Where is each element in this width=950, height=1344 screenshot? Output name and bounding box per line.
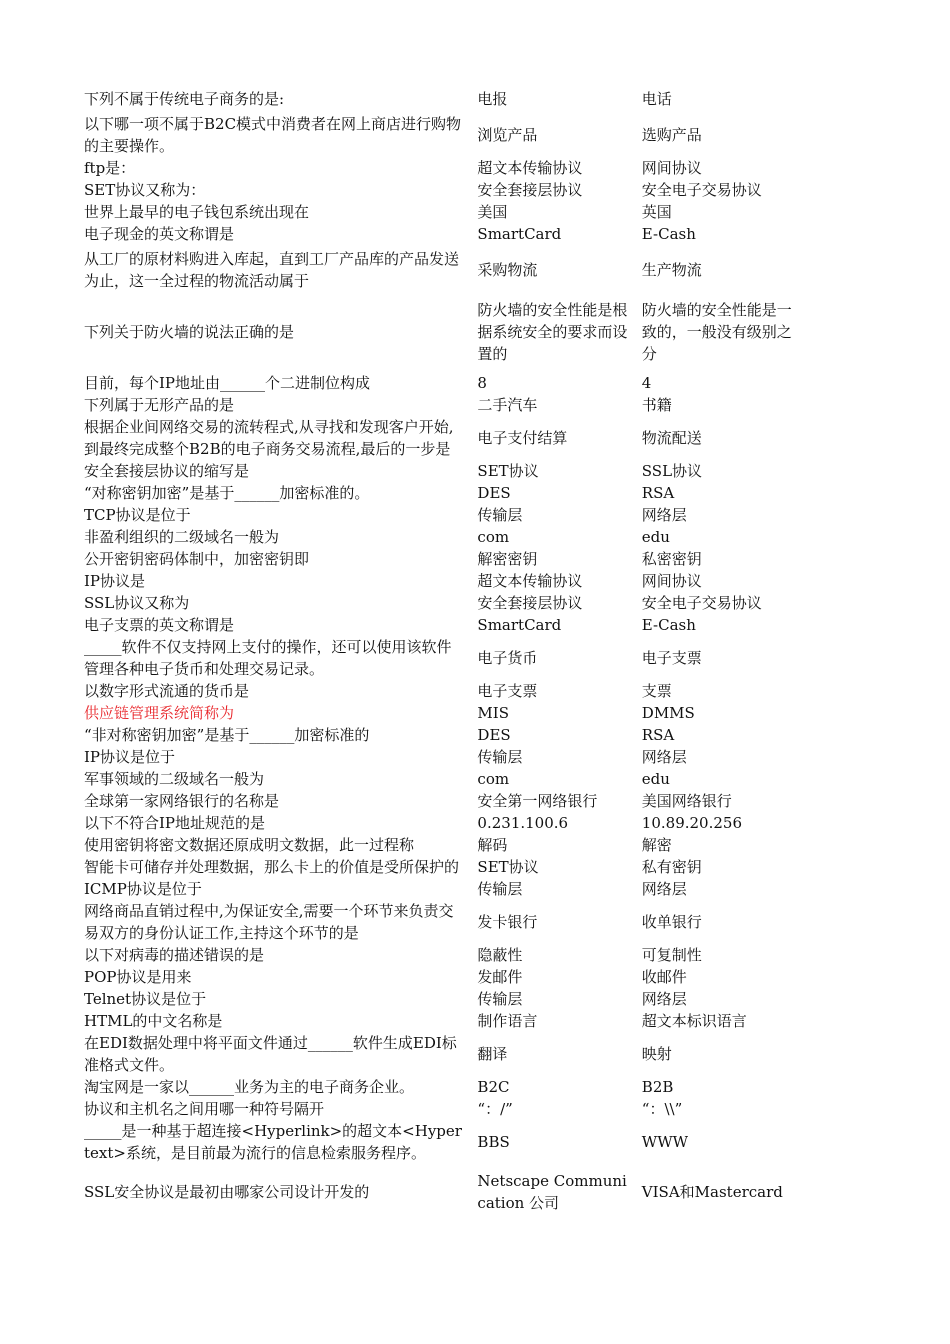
question-table [84,88,804,1214]
question-text: SET协议又称为： [84,181,206,199]
option-b: E-Cash [641,225,696,243]
option-a: 解码 [477,836,508,854]
question-text: 以下哪一项不属于B2C模式中消费者在网上商店进行购物的主要操作。 [84,115,462,155]
question-text: 网络商品直销过程中,为保证安全,需要一个环节来负责交易双方的身份认证工作,主持这个环节的是 [84,902,454,942]
option-b: 美国网络银行 [641,792,732,810]
question-text: ICMP协议是位于 [84,880,202,898]
question-row [84,394,804,416]
option-b: 书籍 [641,396,672,414]
option-a: 8 [477,374,487,392]
question-row [84,548,804,570]
option-a: 电子支付结算 [477,429,568,447]
question-row [84,1170,804,1214]
option-a: BBS [477,1133,510,1151]
option-b: VISA和Mastercard [641,1183,783,1201]
question-row [84,988,804,1010]
question-row [84,248,804,292]
question-text: 公开密钥密码体制中，加密密钥即 [84,550,310,568]
question-text: 以下对病毒的描述错误的是 [84,946,265,964]
option-b: 私有密钥 [641,858,702,876]
option-a: 隐蔽性 [477,946,523,964]
option-b: 收邮件 [641,968,687,986]
option-b: 防火墙的安全性能是一致的，一般没有级别之分 [641,301,792,363]
question-text: 协议和主机名之间用哪一种符号隔开 [84,1100,325,1118]
option-a: 二手汽车 [477,396,538,414]
option-b: WWW [641,1133,689,1151]
option-b: B2B [641,1078,674,1096]
option-b: edu [641,528,670,546]
question-row [84,1076,804,1098]
option-a: SET协议 [477,858,539,876]
question-row [84,702,804,724]
question-text: 根据企业间网络交易的流转程式,从寻找和发现客户开始,到最终完成整个B2B的电子商务交易流程,最后的一步是 [84,418,454,458]
option-b: 网络层 [641,880,687,898]
option-b: 网间协议 [641,572,702,590]
option-a: 电子支票 [477,682,538,700]
question-row [84,900,804,944]
question-text: “非对称密钥加密”是基于______加密标准的 [84,726,370,744]
option-a: SET协议 [477,462,539,480]
question-row [84,944,804,966]
question-text: _____是一种基于超连接<Hyperlink>的超文本<Hypertext>系统，是目前最为流行的信息检索服务程序。 [84,1122,462,1162]
option-a: 制作语言 [477,1012,538,1030]
question-row [84,724,804,746]
question-text: 下列属于无形产品的是 [84,396,235,414]
question-text: 电子现金的英文称谓是 [84,225,235,243]
question-row [84,179,804,201]
question-row [84,157,804,179]
option-b: 安全电子交易协议 [641,594,762,612]
option-a: 超文本传输协议 [477,159,583,177]
option-a: 传输层 [477,880,523,898]
option-b: 网络层 [641,506,687,524]
question-text: 军事领域的二级域名一般为 [84,770,265,788]
option-a: SmartCard [477,616,562,634]
option-b: 收单银行 [641,913,702,931]
option-b: 超文本标识语言 [641,1012,747,1030]
option-b: 支票 [641,682,672,700]
option-b: SSL协议 [641,462,703,480]
option-a: 解密密钥 [477,550,538,568]
question-row [84,592,804,614]
question-text: 下列不属于传统电子商务的是: [84,90,285,108]
option-a: DES [477,726,511,744]
question-text: Telnet协议是位于 [84,990,207,1008]
option-b: 生产物流 [641,261,702,279]
question-row [84,460,804,482]
option-a: 防火墙的安全性能是根据系统安全的要求而设置的 [477,301,628,363]
question-text: TCP协议是位于 [84,506,191,524]
option-b: 电话 [641,90,672,108]
question-text: SSL协议又称为 [84,594,190,612]
question-text: 安全套接层协议的缩写是 [84,462,250,480]
question-row [84,746,804,768]
question-text: 以数字形式流通的货币是 [84,682,250,700]
option-a: com [477,528,510,546]
option-b: 电子支票 [641,649,702,667]
option-b: edu [641,770,670,788]
option-b: 映射 [641,1045,672,1063]
option-a: com [477,770,510,788]
option-b: 安全电子交易协议 [641,181,762,199]
option-a: SmartCard [477,225,562,243]
question-text: ftp是： [84,159,136,177]
option-b: RSA [641,726,675,744]
option-b: 可复制性 [641,946,702,964]
question-text: _____软件不仅支持网上支付的操作，还可以使用该软件管理各种电子货币和处理交易记录。 [84,638,452,678]
option-b: 10.89.20.256 [641,814,742,832]
option-b: RSA [641,484,675,502]
option-a: Netscape Communication 公司 [477,1172,627,1212]
question-text: IP协议是 [84,572,146,590]
question-row [84,88,804,110]
option-b: E-Cash [641,616,696,634]
option-a: 浏览产品 [477,126,538,144]
question-text: 全球第一家网络银行的名称是 [84,792,280,810]
question-row [84,416,804,460]
option-b: 选购产品 [641,126,702,144]
option-a: 传输层 [477,506,523,524]
option-a: 超文本传输协议 [477,572,583,590]
question-row [84,878,804,900]
option-b: 英国 [641,203,672,221]
option-a: 电报 [477,90,508,108]
option-b: “：\\” [641,1100,683,1118]
question-text: 目前，每个IP地址由______个二进制位构成 [84,374,371,392]
question-text: HTML的中文名称是 [84,1012,223,1030]
question-row [84,223,804,245]
question-text: 使用密钥将密文数据还原成明文数据，此一过程称 [84,836,415,854]
option-a: 安全套接层协议 [477,181,583,199]
question-row [84,504,804,526]
question-text: IP协议是位于 [84,748,176,766]
option-a: 发卡银行 [477,913,538,931]
question-row [84,768,804,790]
question-row [84,113,804,157]
option-a: 传输层 [477,990,523,1008]
question-row [84,680,804,702]
question-text: 以下不符合IP地址规范的是 [84,814,266,832]
question-row [84,570,804,592]
question-row [84,201,804,223]
option-b: 网间协议 [641,159,702,177]
question-text: 电子支票的英文称谓是 [84,616,235,634]
question-row [84,482,804,504]
question-text: POP协议是用来 [84,968,192,986]
question-row [84,1098,804,1120]
question-row [84,834,804,856]
question-text: 非盈利组织的二级域名一般为 [84,528,280,546]
option-a: 0.231.100.6 [477,814,569,832]
question-text: 供应链管理系统简称为 [84,704,235,722]
question-text: “对称密钥加密”是基于______加密标准的。 [84,484,370,502]
option-b: DMMS [641,704,695,722]
question-row [84,856,804,878]
question-text: 下列关于防火墙的说法正确的是 [84,323,295,341]
question-row [84,1010,804,1032]
question-row [84,966,804,988]
question-row [84,1032,804,1076]
question-row [84,1120,804,1164]
option-b: 4 [641,374,652,392]
question-row [84,372,804,394]
option-a: 发邮件 [477,968,523,986]
option-a: 安全第一网络银行 [477,792,598,810]
question-row [84,299,804,365]
question-text: 智能卡可储存并处理数据，那么卡上的价值是受所保护的 [84,858,460,876]
option-b: 私密密钥 [641,550,702,568]
option-a: 采购物流 [477,261,538,279]
question-row [84,614,804,636]
question-row [84,636,804,680]
question-text: 从工厂的原材料购进入库起，直到工厂产品库的产品发送为止，这一全过程的物流活动属于 [84,250,460,290]
question-row [84,812,804,834]
question-row [84,526,804,548]
question-text: 淘宝网是一家以______业务为主的电子商务企业。 [84,1078,415,1096]
option-a: MIS [477,704,509,722]
option-b: 网络层 [641,748,687,766]
option-b: 网络层 [641,990,687,1008]
option-a: 安全套接层协议 [477,594,583,612]
option-b: 物流配送 [641,429,702,447]
option-a: DES [477,484,511,502]
option-a: 传输层 [477,748,523,766]
option-a: 电子货币 [477,649,538,667]
option-a: “：/” [477,1100,513,1118]
question-row [84,790,804,812]
option-a: 美国 [477,203,508,221]
option-a: 翻译 [477,1045,508,1063]
question-text: 在EDI数据处理中将平面文件通过______软件生成EDI标准格式文件。 [84,1034,457,1074]
question-text: 世界上最早的电子钱包系统出现在 [84,203,310,221]
option-b: 解密 [641,836,672,854]
question-text: SSL安全协议是最初由哪家公司设计开发的 [84,1183,370,1201]
option-a: B2C [477,1078,510,1096]
